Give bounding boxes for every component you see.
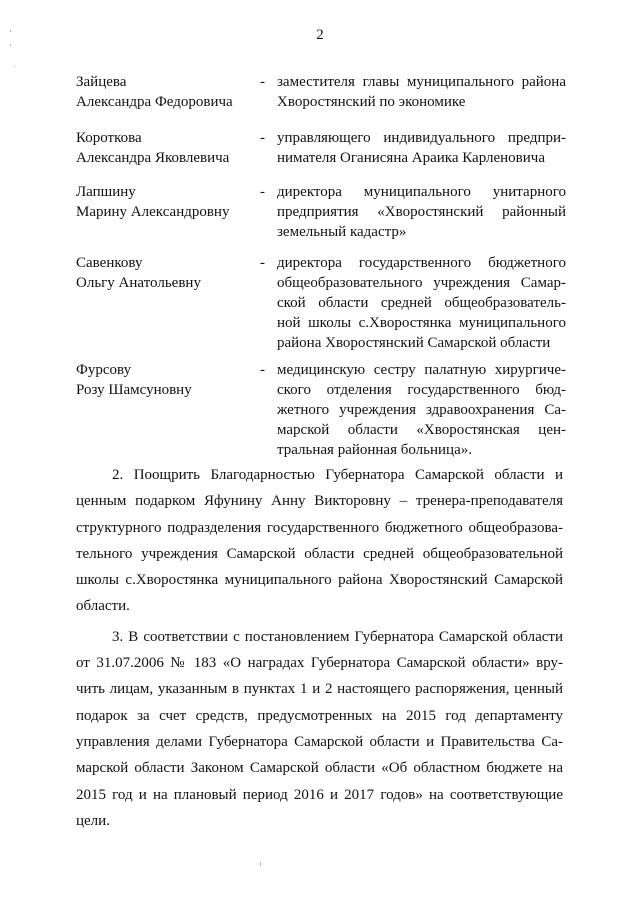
position-line: общеобразовательного учреждения Самар-	[277, 275, 566, 291]
position-line: директора муниципального унитарного	[277, 184, 566, 200]
paragraph-line: чить лицам, указанным в пунктах 1 и 2 настоящего распоряжения, ценный	[76, 681, 563, 698]
recipient-given-names: Александра Яковлевича	[76, 150, 230, 166]
paragraph-3	[76, 624, 563, 834]
paragraph-line: школы с.Хворостянка муниципального района Хворостянский Самарской	[76, 572, 563, 589]
recipient-given-names: Александра Федоровича	[76, 94, 233, 110]
position-line: земельный кадастр»	[277, 224, 407, 240]
scan-speck	[260, 862, 261, 866]
position-line: нимателя Оганисяна Араика Карленовича	[277, 150, 545, 166]
paragraph-line: цели.	[76, 812, 110, 829]
paragraph-line: марской области Законом Самарской области «Об областном бюджете на	[76, 760, 563, 777]
paragraph-line: области.	[76, 598, 130, 615]
paragraph-line: ценным подарком Яфунину Анну Викторовну – тренера-преподавателя	[76, 493, 563, 510]
entry-dash: -	[260, 362, 265, 378]
position-line: управляющего индивидуального предпри-	[277, 130, 566, 146]
page-number: 2	[316, 27, 324, 43]
recipient-position	[277, 182, 566, 242]
paragraph-line: от 31.07.2006 № 183 «О наградах Губернатора Самарской области» вру-	[76, 655, 563, 672]
entry-dash: -	[260, 130, 265, 146]
recipient-name	[76, 360, 256, 400]
recipient-surname: Савенкову	[76, 255, 143, 271]
position-line: тральная районная больница».	[277, 442, 472, 458]
position-line: марской области «Хворостянская цен-	[277, 422, 566, 438]
recipient-given-names: Марину Александровну	[76, 204, 230, 220]
entry-dash: -	[260, 74, 265, 90]
paragraph-line: структурного подразделения государственного бюджетного общеобразова-	[76, 519, 563, 536]
recipient-position	[277, 128, 566, 168]
recipient-given-names: Ольгу Анатольевну	[76, 275, 201, 291]
recipient-surname: Фурсову	[76, 362, 132, 378]
position-line: Хворостянский по экономике	[277, 94, 466, 110]
scan-speck	[10, 44, 11, 46]
scan-speck	[14, 66, 15, 67]
position-line: ской области средней общеобразователь-	[277, 295, 566, 311]
recipient-name	[76, 72, 256, 112]
paragraph-line: тельного учреждения Самарской области средней общеобразовательной	[76, 545, 563, 562]
recipient-surname: Лапшину	[76, 184, 136, 200]
body-paragraphs	[76, 462, 563, 834]
position-line: предприятия «Хворостянский районный	[277, 204, 566, 220]
position-line: жетного учреждения здравоохранения Са-	[277, 402, 566, 418]
paragraph-line: подарок за счет средств, предусмотренных на 2015 год департаменту	[76, 707, 563, 724]
paragraph-line: 2. Поощрить Благодарностью Губернатора Самарской области и	[112, 467, 563, 483]
position-line: ского отделения государственного бюд-	[277, 382, 566, 398]
entry-dash: -	[260, 184, 265, 200]
position-line: района Хворостянский Самарской области	[277, 335, 551, 351]
position-line: ной школы с.Хворостянка муниципального	[277, 315, 566, 331]
recipient-given-names: Розу Шамсуновну	[76, 382, 192, 398]
recipient-surname: Зайцева	[76, 74, 127, 90]
recipient-position	[277, 72, 566, 112]
position-line: заместителя главы муниципального района	[277, 74, 566, 90]
paragraph-line: управления делами Губернатора Самарской области и Правительства Са-	[76, 733, 563, 750]
entry-dash: -	[260, 255, 265, 271]
paragraph-line: 2015 год и на плановый период 2016 и 2017 годов» на соответствующие	[76, 786, 563, 803]
scan-speck	[10, 30, 11, 32]
recipient-name	[76, 128, 256, 168]
recipient-surname: Короткова	[76, 130, 142, 146]
recipient-position	[277, 360, 566, 460]
recipient-name	[76, 253, 256, 293]
recipient-name	[76, 182, 256, 222]
recipient-position	[277, 253, 566, 353]
paragraph-2	[76, 462, 563, 620]
position-line: медицинскую сестру палатную хирургиче-	[277, 362, 566, 378]
paragraph-line: 3. В соответствии с постановлением Губернатора Самарской области	[112, 628, 563, 645]
position-line: директора государственного бюджетного	[277, 255, 566, 271]
